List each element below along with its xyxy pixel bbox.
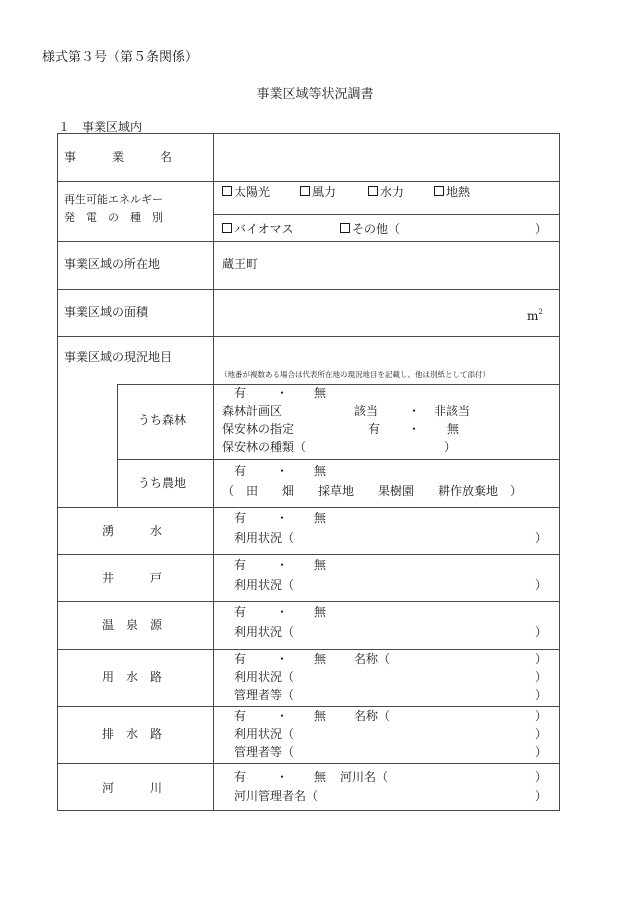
protection-type-close-paren: ）	[444, 440, 457, 454]
land-category-note: （地番が複数ある場合は代表所在地の現況地目を記載し、他は別紙として添付）	[220, 370, 490, 379]
river-manager: 河川管理者名（	[234, 789, 319, 803]
well-dot: ・	[276, 558, 289, 572]
row-divider	[57, 706, 560, 707]
hot-spring-usage-close: ）	[535, 625, 548, 639]
forest-plan-dot: ・	[408, 404, 421, 418]
document-title: 事業区域等状況調書	[256, 87, 374, 102]
irrigation-ari: 有	[234, 652, 247, 666]
row-divider	[57, 763, 560, 764]
row-divider	[57, 554, 560, 555]
protection-ari: 有	[368, 422, 381, 436]
hot-spring-ari: 有	[234, 605, 247, 619]
irrigation-usage: 利用状況（	[234, 670, 295, 684]
checkbox-solar[interactable]: 太陽光	[222, 185, 270, 200]
farmland-nashi: 無	[314, 464, 327, 478]
checkbox-other[interactable]: その他（	[340, 222, 400, 237]
drainage-manager: 管理者等（	[234, 745, 295, 759]
checkbox-biomass[interactable]: バイオマス	[222, 222, 294, 237]
label-energy-type-2: 発 電 の 種 別	[64, 211, 163, 224]
row-divider	[117, 459, 560, 460]
forest-dot: ・	[276, 386, 289, 400]
label-hot-spring: 温 泉 源	[102, 618, 163, 632]
row-divider	[57, 336, 560, 337]
drainage-dot: ・	[276, 709, 289, 723]
protection-dot: ・	[408, 422, 421, 436]
spring-usage-close: ）	[535, 531, 548, 545]
label-project-name: 事 業 名	[64, 150, 173, 164]
row-divider	[117, 384, 560, 385]
river-manager-close: ）	[535, 789, 548, 803]
farmland-types: （ 田 畑 採草地 果樹園 耕作放棄地 ）	[222, 484, 523, 498]
river-ari: 有	[234, 770, 247, 784]
section-heading: １ 事業区域内	[58, 120, 143, 134]
label-farmland: うち農地	[138, 476, 187, 490]
well-ari: 有	[234, 558, 247, 572]
label-location: 事業区域の所在地	[64, 257, 161, 271]
forest-plan-not-applicable: 非該当	[434, 404, 471, 418]
drainage-manager-close: ）	[535, 745, 548, 759]
irrigation-dot: ・	[276, 652, 289, 666]
row-divider	[213, 214, 560, 215]
drainage-name: 名称（	[354, 709, 391, 723]
drainage-usage: 利用状況（	[234, 727, 295, 741]
well-usage-close: ）	[535, 578, 548, 592]
forest-plan-area: 森林計画区	[222, 404, 283, 418]
row-divider	[57, 601, 560, 602]
river-name-close: ）	[535, 770, 548, 784]
drainage-name-close: ）	[535, 709, 548, 723]
protection-nashi: 無	[447, 422, 460, 436]
label-forest: うち森林	[138, 413, 187, 427]
row-divider	[57, 289, 560, 290]
spring-ari: 有	[234, 511, 247, 525]
river-nashi: 無	[314, 770, 327, 784]
protection-forest-designation: 保安林の指定	[222, 422, 295, 436]
hot-spring-usage: 利用状況（	[234, 625, 295, 639]
hot-spring-dot: ・	[276, 605, 289, 619]
forest-nashi: 無	[314, 386, 327, 400]
irrigation-nashi: 無	[314, 652, 327, 666]
farmland-ari: 有	[234, 464, 247, 478]
other-close-paren: ）	[535, 222, 548, 236]
row-divider	[57, 507, 560, 508]
hot-spring-nashi: 無	[314, 605, 327, 619]
forest-plan-applicable: 該当	[354, 404, 379, 418]
survey-table	[57, 133, 560, 811]
spring-usage: 利用状況（	[234, 531, 295, 545]
label-river: 河 川	[102, 781, 163, 795]
checkbox-geothermal[interactable]: 地熱	[434, 185, 470, 200]
row-divider	[57, 649, 560, 650]
drainage-nashi: 無	[314, 709, 327, 723]
row-divider	[57, 241, 560, 242]
farmland-dot: ・	[276, 464, 289, 478]
label-column-divider	[213, 133, 214, 811]
checkbox-hydro[interactable]: 水力	[368, 185, 404, 200]
river-dot: ・	[276, 770, 289, 784]
protection-forest-type: 保安林の種類（	[222, 440, 307, 454]
sub-label-divider	[117, 384, 118, 507]
spring-dot: ・	[276, 511, 289, 525]
river-name: 河川名（	[340, 770, 389, 784]
drainage-usage-close: ）	[535, 727, 548, 741]
label-land-category: 事業区域の現況地目	[64, 350, 173, 364]
irrigation-name-close: ）	[535, 652, 548, 666]
label-well: 井 戸	[102, 571, 163, 585]
forest-ari: 有	[234, 386, 247, 400]
checkbox-wind[interactable]: 風力	[300, 185, 336, 200]
irrigation-manager-close: ）	[535, 688, 548, 702]
label-spring-water: 湧 水	[102, 524, 163, 538]
area-unit: $m^2$	[527, 308, 543, 323]
irrigation-usage-close: ）	[535, 670, 548, 684]
drainage-ari: 有	[234, 709, 247, 723]
spring-nashi: 無	[314, 511, 327, 525]
irrigation-name: 名称（	[354, 652, 391, 666]
well-nashi: 無	[314, 558, 327, 572]
location-value: 蔵王町	[222, 257, 259, 271]
label-drainage-channel: 排 水 路	[102, 727, 163, 741]
form-label: 様式第３号（第５条関係）	[42, 50, 199, 65]
label-energy-type-1: 再生可能エネルギー	[64, 193, 163, 206]
label-irrigation-channel: 用 水 路	[102, 670, 163, 684]
well-usage: 利用状況（	[234, 578, 295, 592]
row-divider	[57, 181, 560, 182]
irrigation-manager: 管理者等（	[234, 688, 295, 702]
label-area: 事業区域の面積	[64, 305, 149, 319]
